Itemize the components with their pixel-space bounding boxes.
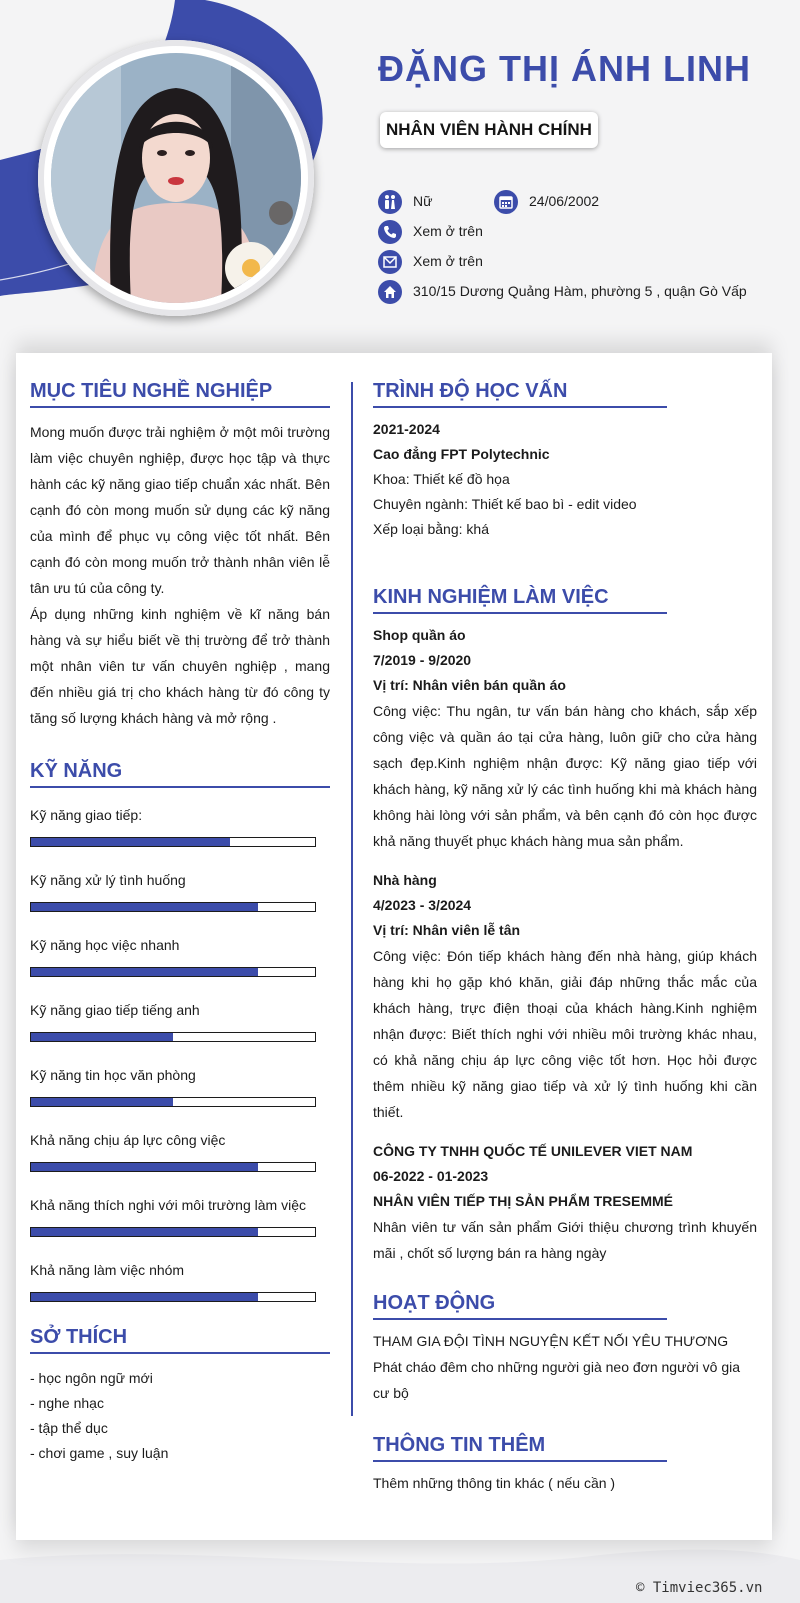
portrait-photo (51, 53, 301, 303)
hobby-item: - tập thể dục (30, 1420, 108, 1436)
extra-info-heading: THÔNG TIN THÊM (373, 1434, 667, 1462)
skill-label: Khả năng thích nghi với môi trường làm việc (30, 1197, 306, 1213)
activities-section (373, 1329, 757, 1406)
skill-level (31, 1163, 258, 1171)
address-value: 310/15 Dương Quảng Hàm, phường 5 , quận Gò Vấp (413, 283, 747, 299)
experience-heading: KINH NGHIỆM LÀM VIỆC (373, 586, 667, 614)
skill-level (31, 1293, 258, 1301)
objective-paragraph: Áp dụng những kinh nghiệm về kĩ năng bán hàng và sự hiểu biết về thị trường để trở thành một nhân viên tư vấn chuyên nghiệp , mang đến nhiều giá trị cho khách hàng từ đó công ty tăng số lượng khách hàng và mở rộng . (30, 606, 330, 726)
education-period: 2021-2024 (373, 421, 440, 437)
skill-bar (30, 1162, 316, 1172)
skill-item (30, 1000, 330, 1065)
activities-heading: HOẠT ĐỘNG (373, 1292, 667, 1320)
email-value: Xem ở trên (413, 253, 483, 269)
skill-level (31, 968, 258, 976)
extra-info-text: Thêm những thông tin khác ( nếu cần ) (373, 1475, 616, 1491)
skill-level (31, 1228, 258, 1236)
job-description: Nhân viên tư vấn sản phẩm Giới thiệu chương trình khuyến mãi , chốt số lượng bán ra hàng ngày (373, 1219, 757, 1261)
skill-bar (30, 902, 316, 912)
skill-label: Kỹ năng giao tiếp: (30, 807, 143, 823)
skill-bar (30, 967, 316, 977)
skill-item (30, 870, 330, 935)
skill-bar (30, 1227, 316, 1237)
hobby-item: - chơi game , suy luận (30, 1445, 169, 1461)
skills-heading: KỸ NĂNG (30, 760, 330, 788)
phone-value: Xem ở trên (413, 223, 483, 239)
job-description: Công việc: Đón tiếp khách hàng đến nhà hàng, giúp khách hàng khi họ gặp khó khăn, giải đáp những thắc mắc của khách hàng, trực điện thoại của khách hàng.Kinh nghiệm nhận được: Biết thích nghi với nhiều môi trường khác nhau, có khả năng chịu áp lực công việc tốt hơn. Học hỏi được thêm nhiều kỹ năng giao tiếp và xử lý tình huống khi cần thiết. (373, 948, 757, 1120)
skill-label: Kỹ năng giao tiếp tiếng anh (30, 1002, 200, 1018)
home-icon (378, 280, 402, 304)
education-faculty: Khoa: Thiết kế đồ họa (373, 471, 510, 487)
skill-label: Kỹ năng học việc nhanh (30, 937, 180, 953)
gender-icon (378, 190, 402, 214)
email-icon (378, 250, 402, 274)
left-column (30, 380, 330, 1466)
education-school: Cao đẳng FPT Polytechnic (373, 446, 550, 462)
job-position: Vị trí: Nhân viên bán quần áo (373, 677, 566, 693)
job-entry (373, 868, 757, 1125)
job-company: Shop quần áo (373, 627, 466, 643)
skill-item (30, 1260, 330, 1306)
job-company: Nhà hàng (373, 872, 437, 888)
activity-description: Phát cháo đêm cho những người già neo đơn người vô gia cư bộ (373, 1359, 741, 1401)
avatar-frame (38, 40, 314, 316)
skill-level (31, 903, 258, 911)
experience-section (373, 623, 757, 1266)
job-position: Vị trí: Nhân viên lễ tân (373, 922, 521, 938)
education-grade: Xếp loại bằng: khá (373, 521, 489, 537)
activity-name: THAM GIA ĐỘI TÌNH NGUYỆN KẾT NỐI YÊU THƯƠNG (373, 1333, 729, 1349)
phone-icon (378, 220, 402, 244)
skill-level (31, 1098, 173, 1106)
education-section (373, 417, 757, 542)
skill-item (30, 1130, 330, 1195)
skill-item (30, 805, 330, 870)
candidate-name: ĐẶNG THỊ ÁNH LINH (378, 48, 751, 89)
resume-body (16, 353, 772, 1540)
education-major: Chuyên ngành: Thiết kế bao bì - edit video (373, 496, 637, 512)
hobbies-list (30, 1366, 330, 1466)
education-heading: TRÌNH ĐỘ HỌC VẤN (373, 380, 667, 408)
column-divider (351, 382, 353, 1416)
skill-label: Khả năng chịu áp lực công việc (30, 1132, 226, 1148)
job-title: NHÂN VIÊN HÀNH CHÍNH (386, 120, 592, 139)
job-period: 4/2023 - 3/2024 (373, 897, 472, 913)
gender-value: Nữ (413, 193, 433, 209)
footer-brand: © Timviec365.vn (636, 1580, 763, 1596)
extra-info-section (373, 1471, 757, 1496)
job-entry (373, 1139, 757, 1266)
birthday-value: 24/06/2002 (529, 193, 600, 209)
right-column (373, 380, 757, 1496)
skill-item (30, 935, 330, 1000)
hobby-item: - học ngôn ngữ mới (30, 1370, 153, 1386)
job-description: Công việc: Thu ngân, tư vấn bán hàng cho khách, sắp xếp công việc và quần áo tại cửa hàng, luôn giữ cho cửa hàng sạch đẹp.Kinh nghiệm nhận được: Kỹ năng giao tiếp với khách hàng, kỹ năng xử lý các tình huống khi mà khách hàng không hài lòng với sản phẩm, và bên cạnh đó còn học được khả năng thuyết phục khách hàng mua sản phẩm. (373, 703, 757, 849)
objective-section (30, 419, 330, 731)
job-position: NHÂN VIÊN TIẾP THỊ SẢN PHẨM TRESEMMÉ (373, 1193, 673, 1209)
skill-bar (30, 1032, 316, 1042)
calendar-icon (494, 190, 518, 214)
skill-bar (30, 1292, 316, 1302)
job-period: 06-2022 - 01-2023 (373, 1168, 489, 1184)
skill-level (31, 1033, 173, 1041)
skill-bar (30, 837, 316, 847)
skill-bar (30, 1097, 316, 1107)
skills-list (30, 805, 330, 1306)
job-title-badge (380, 112, 598, 148)
skill-item (30, 1195, 330, 1260)
skill-level (31, 838, 230, 846)
avatar (51, 53, 301, 303)
job-period: 7/2019 - 9/2020 (373, 652, 472, 668)
hobby-item: - nghe nhạc (30, 1395, 104, 1411)
skill-label: Khả năng làm việc nhóm (30, 1262, 185, 1278)
skill-label: Kỹ năng tin học văn phòng (30, 1067, 196, 1083)
job-company: CÔNG TY TNHH QUỐC TẾ UNILEVER VIET NAM (373, 1143, 693, 1159)
skill-item (30, 1065, 330, 1130)
hobbies-heading: SỞ THÍCH (30, 1326, 330, 1354)
skill-label: Kỹ năng xử lý tình huống (30, 872, 186, 888)
objective-heading: MỤC TIÊU NGHỀ NGHIỆP (30, 380, 330, 408)
job-entry (373, 623, 757, 854)
objective-paragraph: Mong muốn được trải nghiệm ở một môi trường làm việc chuyên nghiệp, được học tập và thực hành các kỹ năng giao tiếp chuẩn xác nhất. Bên cạnh đó còn mong muốn sử dụng các kỹ năng của mình để phục vụ công việc tốt nhất. Bên cạnh đó còn mong muốn trở thành nhân viên lễ tân ưu tú của công ty. (30, 424, 330, 596)
